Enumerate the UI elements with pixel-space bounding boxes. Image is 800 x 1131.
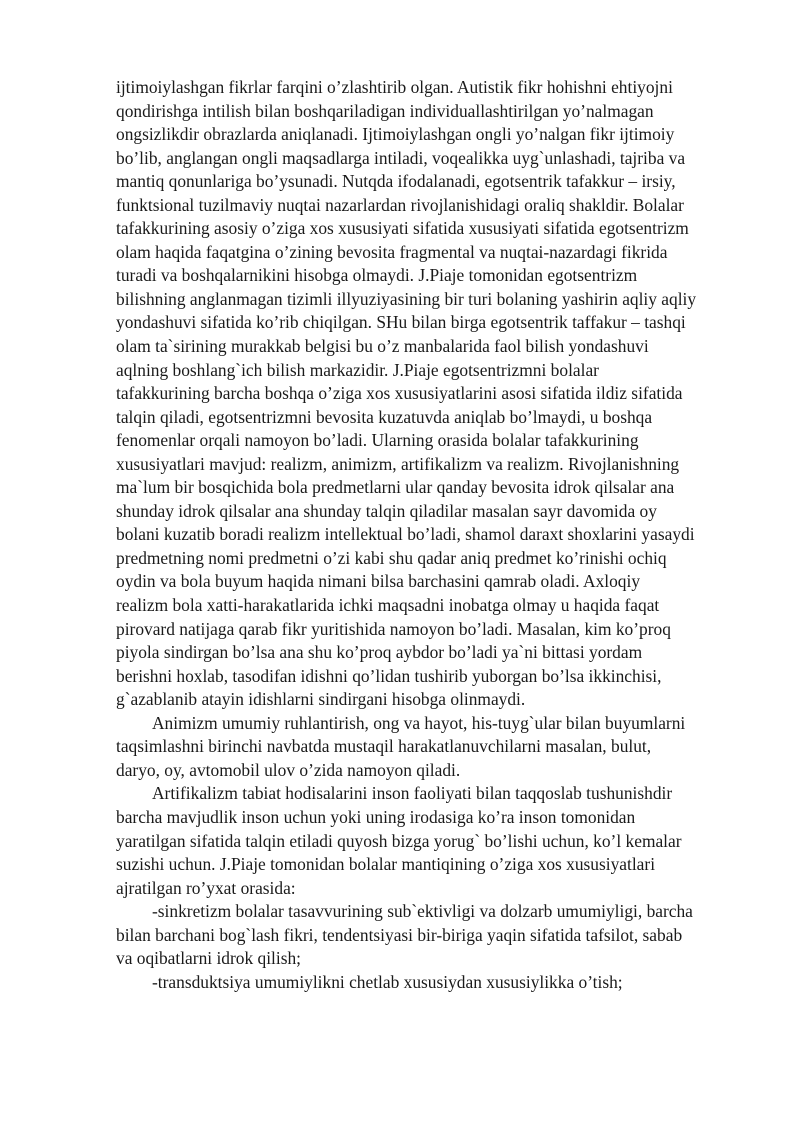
document-page bbox=[116, 76, 748, 994]
text-line: berishni hoxlab, tasodifan idishni qo’lidan tushirib yuborgan bo’lsa ikkinchisi, bbox=[116, 665, 662, 686]
paragraph bbox=[116, 712, 748, 783]
paragraph bbox=[116, 76, 748, 712]
text-line: funktsional tuzilmaviy nuqtai nazarlardan rivojlanishidagi oraliq shakldir. Bolalar bbox=[116, 194, 684, 215]
text-line: tafakkurining asosiy o’ziga xos xususiyati sifatida xususiyati sifatida egotsentrizm bbox=[116, 218, 689, 239]
text-line: olam haqida faqatgina o’zining bevosita fragmental va nuqtai-nazardagi fikrida bbox=[116, 241, 668, 262]
text-line: bilishning anglanmagan tizimli illyuziyasining bir turi bolaning yashirin aqliy aqliy bbox=[116, 288, 697, 309]
text-line: oydin va bola buyum haqida nimani bilsa barchasini qamrab oladi. Axloqiy bbox=[116, 571, 641, 592]
text-line: realizm bola xatti-harakatlarida ichki maqsadni inobatga olmay u haqida faqat bbox=[116, 595, 660, 616]
text-line: xususiyatlari mavjud: realizm, animizm, artifikalizm va realizm. Rivojlanishning bbox=[116, 453, 680, 474]
text-line: predmetning nomi predmetni o’zi kabi shu qadar aniq predmet ko’rinishi ochiq bbox=[116, 547, 667, 568]
text-line: yondashuvi sifatida ko’rib chiqilgan. SHu bilan birga egotsentrik taffakur – tashqi bbox=[116, 312, 686, 333]
text-line: daryo, oy, avtomobil ulov o’zida namoyon qiladi. bbox=[116, 759, 461, 780]
text-line: Artifikalizm tabiat hodisalarini inson faoliyati bilan taqqoslab tushunishdir bbox=[152, 783, 673, 804]
text-line: bo’lib, anglangan ongli maqsadlarga intiladi, voqealikka uyg`unlashadi, tajriba va bbox=[116, 147, 686, 168]
text-line: yaratilgan sifatida talqin etiladi quyosh bizga yorug` bo’lishi uchun, ko’l kemalar bbox=[116, 830, 682, 851]
text-line: aqlning boshlang`ich bilish markazidir. J.Piaje egotsentrizmni bolalar bbox=[116, 359, 599, 380]
text-line: olam ta`sirining murakkab belgisi bu o’z manbalarida faol bilish yondashuvi bbox=[116, 336, 649, 357]
text-line: shunday idrok qilsalar ana shunday talqin qiladilar masalan sayr davomida oy bbox=[116, 500, 657, 521]
document-body bbox=[116, 76, 748, 994]
text-line: ajratilgan ro’yxat orasida: bbox=[116, 877, 296, 898]
text-line: piyola sindirgan bo’lsa ana shu ko’proq aybdor bo’ladi ya`ni bittasi yordam bbox=[116, 642, 643, 663]
text-line: fenomenlar orqali namoyon bo’ladi. Ularning orasida bolalar tafakkurining bbox=[116, 430, 639, 451]
text-line: suzishi uchun. J.Piaje tomonidan bolalar mantiqining o’ziga xos xususiyatlari bbox=[116, 854, 656, 875]
text-line: ijtimoiylashgan fikrlar farqini o’zlashtirib olgan. Autistik fikr hohishni ehtiyojni bbox=[116, 77, 673, 97]
text-line: ongsizlikdir obrazlarda aniqlanadi. Ijtimoiylashgan ongli yo’nalgan fikr ijtimoiy bbox=[116, 124, 675, 145]
paragraph bbox=[116, 900, 748, 971]
text-line: g`azablanib atayin idishlarni sindirgani hisobga olinmaydi. bbox=[116, 689, 526, 710]
text-line: taqsimlashni birinchi navbatda mustaqil harakatlanuvchilarni masalan, bulut, bbox=[116, 736, 652, 757]
text-line: Animizm umumiy ruhlantirish, ong va hayot, his-tuyg`ular bilan buyumlarni bbox=[152, 712, 686, 733]
text-line: mantiq qonunlariga bo’ysunadi. Nutqda ifodalanadi, egotsentrik tafakkur – irsiy, bbox=[116, 171, 676, 192]
text-line: ma`lum bir bosqichida bola predmetlarni ular qanday bevosita idrok qilsalar ana bbox=[116, 477, 675, 498]
text-line: barcha mavjudlik inson uchun yoki uning irodasiga ko’ra inson tomonidan bbox=[116, 806, 636, 827]
text-line: va oqibatlarni idrok qilish; bbox=[116, 948, 301, 969]
text-line: -sinkretizm bolalar tasavvurining sub`ektivligi va dolzarb umumiyligi, barcha bbox=[152, 901, 693, 922]
text-line: pirovard natijaga qarab fikr yuritishida namoyon bo’ladi. Masalan, kim ko’proq bbox=[116, 618, 671, 639]
paragraph bbox=[116, 782, 748, 900]
text-line: tafakkurining barcha boshqa o’ziga xos xususiyatlarini asosi sifatida ildiz sifatida bbox=[116, 383, 683, 404]
text-line: -transduktsiya umumiylikni chetlab xususiydan xususiylikka o’tish; bbox=[152, 971, 623, 992]
text-line: qondirishga intilish bilan boshqariladigan individuallashtirilgan yo’nalmagan bbox=[116, 100, 654, 121]
paragraph bbox=[116, 971, 748, 995]
text-line: bolani kuzatib boradi realizm intellektual bo’ladi, shamol daraxt shoxlarini yasaydi bbox=[116, 524, 695, 545]
text-line: turadi va boshqalarnikini hisobga olmaydi. J.Piaje tomonidan egotsentrizm bbox=[116, 265, 638, 286]
text-line: talqin qiladi, egotsentrizmni bevosita kuzatuvda aniqlab bo’lmaydi, u boshqa bbox=[116, 406, 653, 427]
text-line: bilan barchani bog`lash fikri, tendentsiyasi bir-biriga yaqin sifatida tafsilot, sabab bbox=[116, 924, 683, 945]
